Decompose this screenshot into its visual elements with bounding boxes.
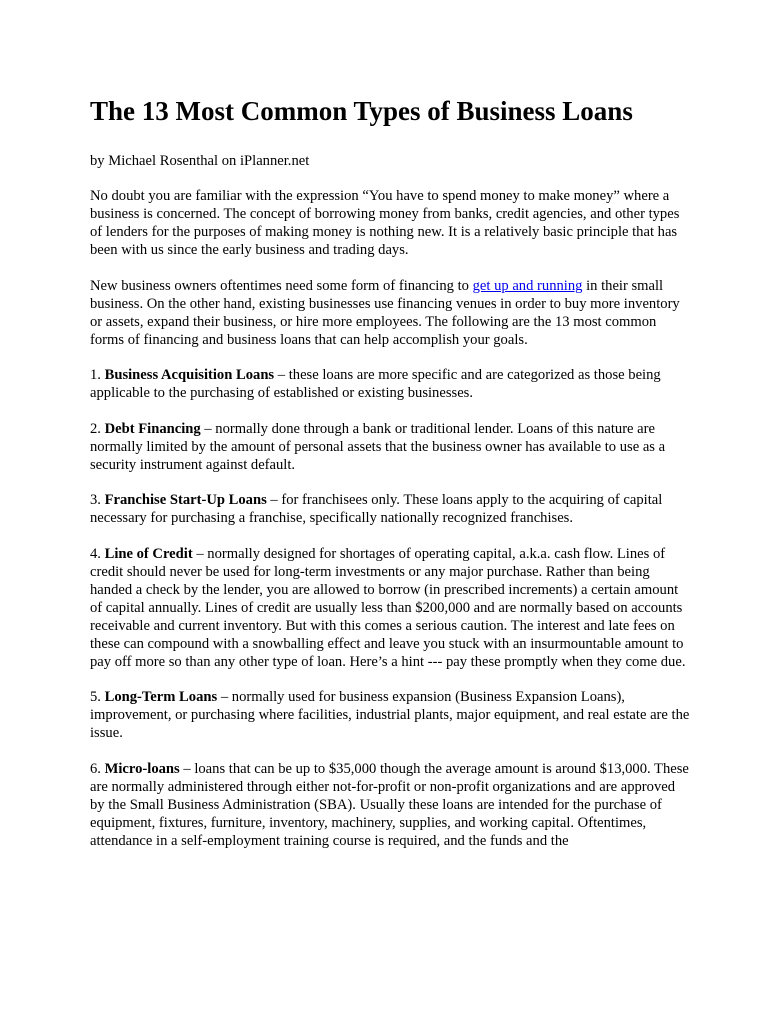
loan-item-number: 2. xyxy=(90,420,105,437)
loan-item-3 xyxy=(90,491,690,527)
loan-item-1 xyxy=(90,366,690,402)
loan-item-2 xyxy=(90,420,690,474)
loan-item-5 xyxy=(90,688,690,742)
loan-item-term: Micro-loans xyxy=(104,760,180,777)
get-up-and-running-link[interactable]: get up and running xyxy=(472,277,583,294)
intro-paragraph-1: No doubt you are familiar with the expression “You have to spend money to make money” where a business is concerned. The concept of borrowing money from banks, credit agencies, and other types of lenders for the purposes of making money is nothing new. It is a relatively basic principle that has been with us since the early business and trading days. xyxy=(90,188,680,258)
document-page xyxy=(90,93,690,867)
loan-item-term: Business Acquisition Loans xyxy=(104,367,275,383)
loan-item-term: Long-Term Loans xyxy=(104,689,218,705)
byline: by Michael Rosenthal on iPlanner.net xyxy=(90,153,310,169)
intro-paragraph-2 xyxy=(90,277,690,349)
loan-item-text: – these loans are more specific and are categorized as those being applicable to the purchasing of established or existing businesses. xyxy=(90,367,661,401)
intro-text-after-link: in their small business. On the other hand, existing businesses use financing venues in order to buy more inventory or assets, expand their business, or hire more employees. The following are the 13 most common forms of financing and business loans that can help accomplish your goals. xyxy=(90,277,680,348)
intro-text-before-link: New business owners oftentimes need some form of financing to xyxy=(90,277,473,294)
document-title: The 13 Most Common Types of Business Loans xyxy=(90,96,633,126)
loan-item-term: Line of Credit xyxy=(104,545,193,562)
loan-item-text: – loans that can be up to $35,000 though the average amount is around $13,000. These are normally administered through either not-for-profit or non-profit organizations and are approved by the Small Business Administration (SBA). Usually these loans are intended for the purchase of equipment, fixtures, furniture, inventory, machinery, supplies, and working capital. Oftentimes, attendance in a self-employment training course is required, and the funds and the xyxy=(90,760,689,849)
loan-item-number: 1. xyxy=(90,367,105,383)
loan-item-4 xyxy=(90,545,690,671)
loan-item-text: – normally designed for shortages of operating capital, a.k.a. cash flow. Lines of credit should never be used for long-term investments or any major purchase. Rather than being handed a check by the lender, you are allowed to borrow (in prescribed increments) a certain amount of capital annually. Lines of credit are usually less than $200,000 and are normally based on accounts receivable and current inventory. But with this comes a serious caution. The interest and late fees on these can compound with a snowballing effect and leave you stuck with an insurmountable amount to pay off more so than any other type of loan. Here’s a hint --- pay these promptly when they come due. xyxy=(90,545,686,670)
loan-item-term: Debt Financing xyxy=(104,420,201,437)
loan-item-text: – normally used for business expansion (Business Expansion Loans), improvement, or purchasing where facilities, industrial plants, major equipment, and real estate are the issue. xyxy=(90,689,690,741)
loan-item-term: Franchise Start-Up Loans xyxy=(104,492,267,508)
loan-item-number: 5. xyxy=(90,689,105,705)
loan-item-number: 4. xyxy=(90,545,105,562)
loan-item-text: – normally done through a bank or traditional lender. Loans of this nature are normally limited by the amount of personal assets that the business owner has available to use as a security instrument against default. xyxy=(90,420,666,473)
loan-item-6 xyxy=(90,760,690,850)
loan-item-number: 3. xyxy=(90,492,105,508)
loan-item-number: 6. xyxy=(90,760,105,777)
loan-item-text: – for franchisees only. These loans apply to the acquiring of capital necessary for purchasing a franchise, specifically nationally recognized franchises. xyxy=(90,492,663,526)
